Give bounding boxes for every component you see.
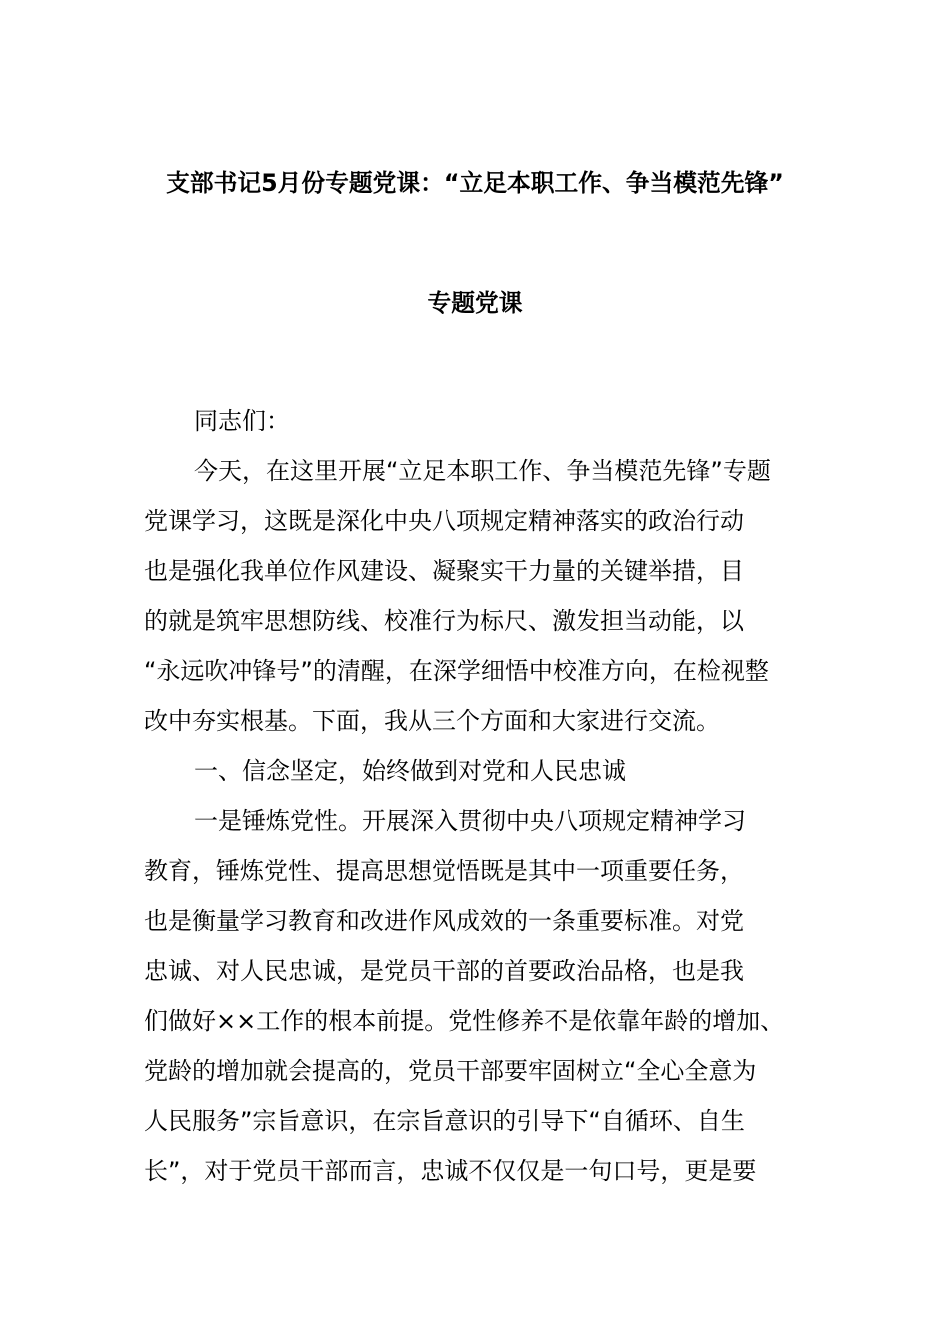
paragraph-line: 忠诚、对人民忠诚，是党员干部的首要政治品格，也是我 [144,957,744,985]
paragraph-line: “永远吹冲锋号”的清醒，在深学细悟中校准方向，在检视整 [144,657,769,685]
paragraph-line: 教育，锤炼党性、提高思想觉悟既是其中一项重要任务， [144,857,744,885]
paragraph-line: 也是衡量学习教育和改进作风成效的一条重要标准。对党 [144,907,744,935]
paragraph-line: 长”，对于党员干部而言，忠诚不仅仅是一句口号，更是要 [144,1157,757,1185]
paragraph-line: 一是锤炼党性。开展深入贯彻中央八项规定精神学习 [194,807,746,835]
section-heading: 一、信念坚定，始终做到对党和人民忠诚 [194,757,626,785]
document-subtitle: 专题党课 [427,289,523,317]
document-title: 支部书记5月份专题党课：“立足本职工作、争当模范先锋” [166,169,784,197]
paragraph-line: 也是强化我单位作风建设、凝聚实干力量的关键举措，目 [144,557,744,585]
salutation: 同志们： [194,407,290,435]
paragraph-line: 改中夯实根基。下面，我从三个方面和大家进行交流。 [144,707,720,735]
paragraph-line: 党龄的增加就会提高的，党员干部要牢固树立“全心全意为 [144,1057,757,1085]
paragraph-line: 党课学习，这既是深化中央八项规定精神落实的政治行动 [144,507,744,535]
paragraph-line: 人民服务”宗旨意识，在宗旨意识的引导下“自循环、自生 [144,1107,745,1135]
paragraph-line: 们做好××工作的根本前提。党性修养不是依靠年龄的增加、 [144,1007,785,1035]
paragraph-line: 的就是筑牢思想防线、校准行为标尺、激发担当动能，以 [144,607,744,635]
paragraph-line: 今天，在这里开展“立足本职工作、争当模范先锋”专题 [194,457,771,485]
